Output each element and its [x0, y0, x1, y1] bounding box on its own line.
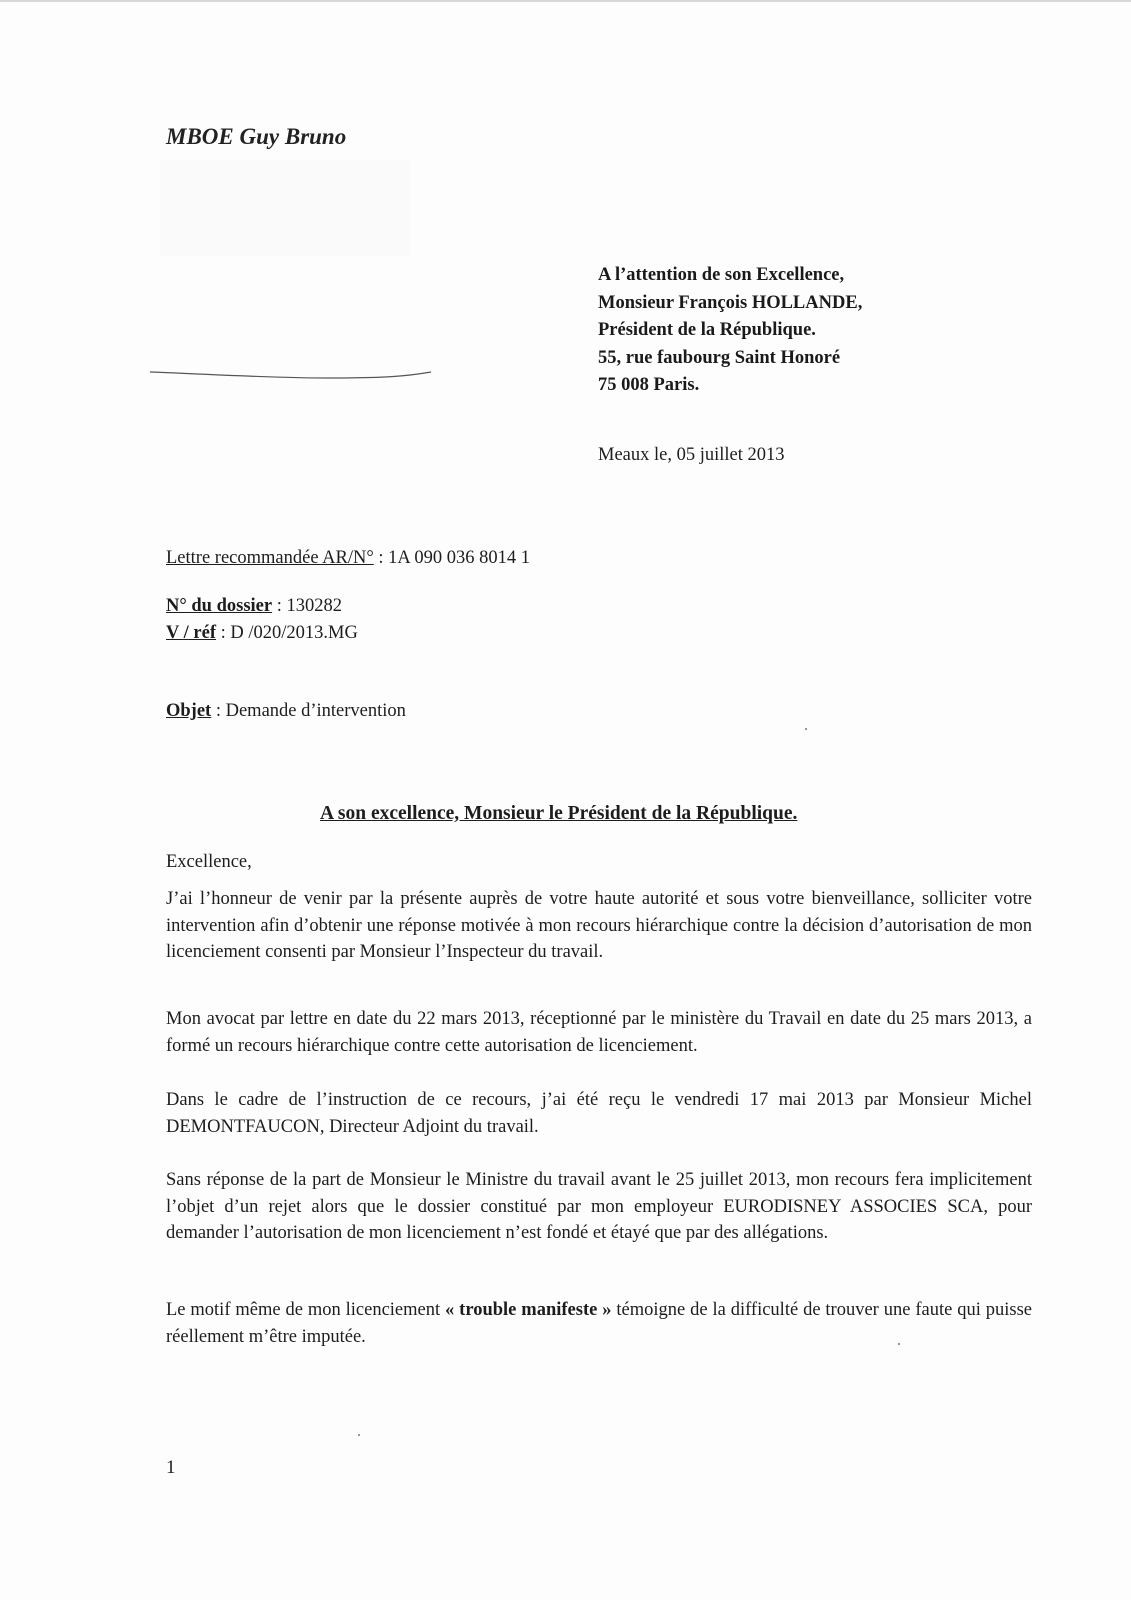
redacted-address — [160, 160, 410, 256]
file-number-value: : 130282 — [272, 596, 342, 616]
salutation-title: A son excellence, Monsieur le Président de la République. — [320, 803, 798, 824]
recipient-line: 75 008 Paris. — [598, 375, 700, 395]
subject-row — [166, 701, 406, 722]
scan-speck — [898, 1343, 900, 1345]
scan-speck — [358, 1434, 360, 1436]
registered-letter-label: Lettre recommandée AR/N° — [166, 548, 374, 568]
emphasis-text: « trouble manifeste » — [445, 1300, 612, 1320]
scan-speck — [805, 728, 807, 730]
recipient-address — [598, 262, 862, 400]
subject-value: : Demande d’intervention — [211, 701, 406, 721]
reference-label: V / réf — [166, 623, 216, 643]
subject-label: Objet — [166, 701, 212, 721]
reference-row — [166, 623, 358, 644]
sender-name: MBOE Guy Bruno — [166, 124, 347, 149]
recipient-line: A l’attention de son Excellence, — [598, 265, 845, 285]
body-paragraph: Mon avocat par lettre en date du 22 mars 2013, réceptionné par le ministère du Travail en date du 25 mars 2013, a formé un recours hiérarchique contre cette autorisation de licenciement. — [166, 1009, 1032, 1056]
registered-letter-row — [166, 548, 530, 569]
body-paragraph: Sans réponse de la part de Monsieur le Ministre du travail avant le 25 juillet 2013, mon recours fera implicitement l’objet d’un rejet alors que le dossier constitué par mon employeur EURODISNEY ASSOCIES SCA, pour demander l’autorisation de mon licenciement n’est fondé et étayé que par des allégations. — [166, 1170, 1032, 1243]
recipient-line: Monsieur François HOLLANDE, — [598, 292, 863, 313]
recipient-line: 55, rue faubourg Saint Honoré — [598, 347, 841, 368]
file-number-row — [166, 596, 342, 617]
pen-stroke — [148, 368, 433, 382]
scan-edge — [0, 0, 1131, 2]
recipient-line: Président de la République. — [598, 320, 816, 340]
body-paragraph — [166, 1297, 1032, 1350]
body-paragraph: J’ai l’honneur de venir par la présente auprès de votre haute autorité et sous votre bienveillance, solliciter votre intervention afin d’obtenir une réponse motivée à mon recours hiérarchique contre la décision d’autorisation de mon licenciement consenti par Monsieur l’Inspecteur du travail. — [166, 889, 1032, 962]
paragraph-text: Le motif même de mon licenciement — [166, 1300, 446, 1320]
registered-letter-value: : 1A 090 036 8014 1 — [373, 548, 530, 568]
file-number-label: N° du dossier — [166, 596, 273, 616]
page-number: 1 — [166, 1457, 176, 1478]
greeting: Excellence, — [166, 852, 252, 872]
paragraph-text: témoigne de la difficulté de trouver une faute qui puisse réellement m’être imputée. — [166, 1300, 1032, 1347]
body-paragraph: Dans le cadre de l’instruction de ce recours, j’ai été reçu le vendredi 17 mai 2013 par Monsieur Michel DEMONTFAUCON, Directeur Adjoint du travail. — [166, 1090, 1032, 1137]
letter-date: Meaux le, 05 juillet 2013 — [598, 445, 785, 465]
reference-value: : D /020/2013.MG — [216, 623, 358, 643]
